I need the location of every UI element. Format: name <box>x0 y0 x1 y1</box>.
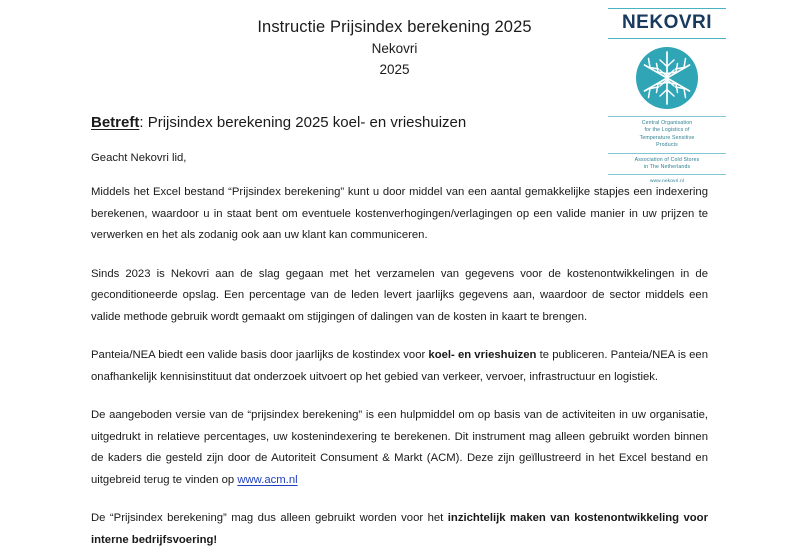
logo-association-line-2: in The Netherlands <box>643 164 691 171</box>
logo-association-line-1: Association of Cold Stores <box>634 156 700 163</box>
page-year: 2025 <box>379 62 410 77</box>
logo-mark <box>605 39 729 116</box>
logo-wordmark: NEKOVRI <box>621 12 713 33</box>
letter-body <box>91 113 708 551</box>
snowflake-icon <box>636 47 698 109</box>
subject-line <box>91 113 708 133</box>
paragraph-3-text-a: Panteia/NEA biedt een valide basis door jaarlijks de kostindex voor <box>91 349 429 361</box>
logo-tagline-line-1: Central Organisation <box>641 120 693 126</box>
paragraph-3-emphasis: koel- en vrieshuizen <box>428 349 537 361</box>
paragraph-2: Sinds 2023 is Nekovri aan de slag gegaan met het verzamelen van gegevens voor de kostenontwikkelingen in de geconditioneerde opslag. Een percentage van de leden levert jaarlijks gegevens aan, waardoor de sector middels een valide methode gebruik wordt gemaakt om stijgingen of dalingen van de kosten in kaart te brengen. <box>91 267 708 323</box>
logo-tagline-line-4: Products <box>656 142 678 149</box>
subject-text: Prijsindex berekening 2025 koel- en vrieshuizen <box>147 114 467 131</box>
paragraph-4-text: De aangeboden versie van de “prijsindex berekening” is een hulpmiddel om op basis van de activiteiten in uw organisatie, uitgedrukt in relatieve percentages, uw kostenindexering te berekenen. Dit instrument mag alleen gebruikt worden binnen de kaders die gesteld zijn door de Autoriteit Consument & Markt (ACM). Deze zijn geïllustreerd in het Excel bestand en uitgebreid terug te vinden op <box>91 409 708 486</box>
page-title: Instructie Prijsindex berekening 2025 <box>257 18 532 36</box>
page-subtitle: Nekovri <box>371 41 418 56</box>
salutation: Geacht Nekovri lid, <box>91 152 187 164</box>
subject-label: Betreft <box>91 114 140 131</box>
paragraph-5 <box>91 508 708 551</box>
paragraph-3-text-b: te publiceren. Panteia/NEA is een onafhankelijk kennisinstituut dat onderzoek uitvoert op het gebied van verkeer, vervoer, infrastructuur en logistiek. <box>91 349 708 383</box>
paragraph-3 <box>91 345 708 388</box>
logo-url: www.nekovri.nl <box>649 179 685 185</box>
paragraph-5-emphasis: inzichtelijk maken van kostenontwikkeling voor interne bedrijfsvoering! <box>91 512 708 546</box>
logo-tagline-line-2: for the Logistics of <box>644 127 690 134</box>
paragraph-5-text: De “Prijsindex berekening” mag dus alleen gebruikt worden voor het <box>91 512 448 524</box>
paragraph-4 <box>91 405 708 491</box>
acm-link[interactable]: www.acm.nl <box>237 473 298 486</box>
paragraph-1: Middels het Excel bestand “Prijsindex berekening” kunt u door middel van een aantal gemakkelijke stapjes een indexering berekenen, waardoor u in staat bent om eventuele kostenverhogingen/verlagingen op een valide manier in uw prijzen te verwerken en het als zodanig ook aan uw klant kan communiceren. <box>91 186 708 241</box>
logo-tagline-line-3: Temperature Sensitive <box>639 134 695 141</box>
subject-separator: : <box>139 114 148 131</box>
